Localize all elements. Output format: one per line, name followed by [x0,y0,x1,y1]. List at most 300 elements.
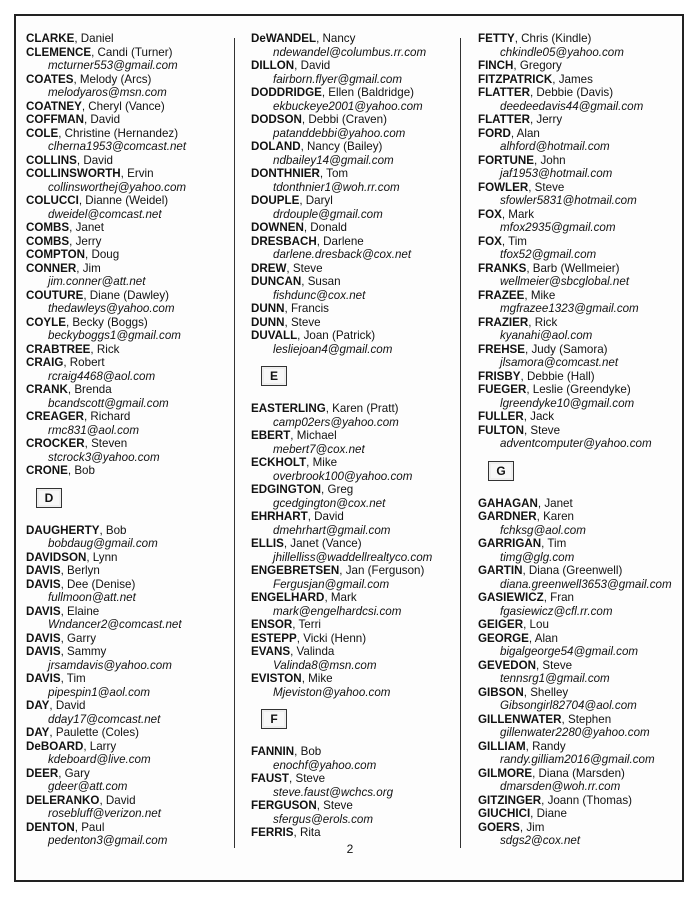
entry-name [251,632,456,646]
entry-name [251,483,456,497]
entry-name [26,726,231,740]
last-name: DAVIS [26,564,61,577]
entry-name [251,745,456,759]
directory-entry [26,221,231,235]
last-name: DOUPLE [251,194,300,207]
directory-entry [478,343,678,370]
directory-entry [251,329,456,356]
first-name: , Alan [510,126,540,140]
email-address: clherna1953@comcast.net [48,140,187,153]
last-name: DeWANDEL [251,32,317,45]
first-name: , Jerry [69,234,102,248]
email-address: mgfrazee1323@gmail.com [500,302,639,315]
directory-entry [251,672,456,699]
first-name: , Diana (Marsden) [532,766,625,780]
entry-name [478,32,678,46]
directory-entry [478,767,678,794]
entry-name [26,564,231,578]
entry-name [251,275,456,289]
first-name: , Shelley [523,685,569,699]
first-name: , Steve [284,315,321,329]
email-address: thedawleys@yahoo.com [48,302,175,315]
directory-entry [478,370,678,384]
entry-name [478,383,678,397]
email-address: rosebluff@verizon.net [48,807,161,820]
last-name: GEORGE [478,631,529,645]
last-name: GITZINGER [478,793,542,807]
first-name: , Elaine [60,604,100,618]
first-name: , David [294,59,331,72]
page-frame [14,14,684,882]
entry-name [251,537,456,551]
first-name: , Debbie (Hall) [520,369,595,383]
entry-name [478,821,678,835]
entry-name [251,564,456,578]
last-name: FINCH [478,59,514,72]
email-address: Wndancer2@comcast.net [48,618,182,631]
directory-entry [26,564,231,578]
first-name: , Debbi (Craven) [301,113,387,126]
directory-entry [26,524,231,551]
email-address: fgasiewicz@cfl.rr.com [500,604,613,618]
entry-name [478,86,678,100]
entry-name [478,424,678,438]
email-address: mfox2935@gmail.com [500,221,616,234]
first-name: , Nancy [316,32,356,45]
first-name: , Leslie (Greendyke) [526,383,631,396]
directory-entry [26,167,231,194]
email-address: drdouple@gmail.com [273,207,383,221]
last-name: DAVIS [26,604,61,618]
first-name: , Bob [67,464,95,477]
directory-entry [478,632,678,659]
entry-name [26,221,231,235]
entry-name [478,740,678,754]
email-address: dday17@comcast.net [48,712,161,726]
last-name: CLARKE [26,32,75,45]
first-name: , David [99,793,136,807]
last-name: DUNCAN [251,275,302,288]
entry-name [26,100,231,114]
first-name: , Joann (Thomas) [541,793,632,807]
entry-name [478,113,678,127]
entry-name [251,167,456,181]
email-address: rmc831@aol.com [48,423,140,437]
directory-entry [26,32,231,46]
directory-entry [251,194,456,221]
entry-name [251,140,456,154]
directory-entry [251,59,456,86]
directory-entry [26,726,231,740]
first-name: , Dee (Denise) [60,577,136,591]
directory-entry [26,551,231,565]
last-name: FULLER [478,410,524,423]
first-name: , Bob [99,523,127,537]
directory-entry [251,113,456,140]
last-name: DAVIDSON [26,550,87,564]
last-name: DREW [251,261,287,275]
entry-name [478,497,678,511]
entry-name [478,686,678,700]
entry-name [251,799,456,813]
last-name: FLATTER [478,86,530,99]
entry-name [251,302,456,316]
entry-name [26,464,231,478]
first-name: , Diane [530,807,567,820]
first-name: , Steve [289,772,326,785]
directory-entry [251,745,456,772]
first-name: , Tim [501,234,527,248]
directory-entry [26,262,231,289]
email-address: steve.faust@wchcs.org [273,785,394,799]
entry-name [251,86,456,100]
directory-entry [26,605,231,632]
last-name: FAUST [251,772,290,785]
entry-name [478,262,678,276]
directory-entry [251,772,456,799]
entry-name [478,618,678,632]
entry-name [26,794,231,808]
directory-entry [26,154,231,168]
directory-entry [478,59,678,73]
directory-entry [478,154,678,181]
entry-name [26,740,231,754]
email-address: bcandscott@gmail.com [48,396,169,410]
directory-entry [478,497,678,511]
email-address: diana.greenwell3653@gmail.com [500,577,672,591]
last-name: COMBS [26,221,70,234]
directory-entry [251,826,456,840]
entry-name [478,659,678,673]
email-address: wellmeier@sbcglobal.net [500,275,630,288]
entry-name [251,456,456,470]
directory-entry [251,799,456,826]
entry-name [478,632,678,646]
directory-entry [478,713,678,740]
first-name: , Richard [83,410,131,423]
last-name: FRISBY [478,369,521,383]
directory-entry [478,807,678,821]
first-name: , Bob [294,745,322,758]
email-address: jlsamora@comcast.net [500,356,619,369]
email-address: bobdaug@gmail.com [48,537,158,550]
first-name: , Valinda [290,645,335,658]
first-name: , Diane (Dawley) [83,288,170,302]
first-name: , Susan [301,275,341,288]
directory-entry [478,73,678,87]
email-address: rcraig4468@aol.com [48,369,156,383]
first-name: , Lou [523,618,549,631]
section-letter-box [251,356,456,402]
email-address: ndbailey14@gmail.com [273,153,394,167]
last-name: GASIEWICZ [478,591,544,604]
entry-name [26,356,231,370]
last-name: CONNER [26,261,77,275]
first-name: , Doug [85,248,120,261]
directory-entry [478,424,678,451]
email-address: enochf@yahoo.com [273,758,377,772]
entry-name [26,524,231,538]
entry-name [251,32,456,46]
email-address: lgreendyke10@gmail.com [500,396,635,410]
first-name: , Brenda [67,383,112,396]
first-name: , Dianne (Weidel) [78,194,169,207]
section-letter: E [261,366,287,386]
email-address: jhillelliss@waddellrealtyco.com [273,550,433,564]
directory-entry [251,632,456,646]
first-name: , Randy [525,739,566,753]
first-name: , Rita [293,826,321,839]
last-name: CROCKER [26,437,85,450]
first-name: , Gary [58,766,90,780]
first-name: , Steve [528,180,565,194]
directory-column-3 [478,32,678,848]
directory-entry [251,235,456,262]
entry-name [26,262,231,276]
last-name: EBERT [251,429,291,442]
last-name: COATES [26,72,74,86]
entry-name [478,181,678,195]
directory-entry [251,429,456,456]
last-name: FOX [478,207,502,221]
email-address: gcedgington@cox.net [273,496,386,510]
directory-entry [251,510,456,537]
entry-name [478,794,678,808]
directory-entry [251,564,456,591]
directory-entry [478,591,678,618]
directory-entry [251,618,456,632]
last-name: FUEGER [478,383,527,396]
email-address: Valinda8@msn.com [273,658,377,672]
first-name: , Larry [83,739,117,753]
directory-entry [251,645,456,672]
last-name: DOWNEN [251,221,304,234]
email-address: sfergus@erols.com [273,812,374,826]
last-name: EDGINGTON [251,483,321,496]
directory-entry [251,221,456,235]
email-address: gdeer@att.com [48,780,128,793]
directory-entry [478,410,678,424]
last-name: FORTUNE [478,153,535,167]
last-name: FLATTER [478,113,530,126]
first-name: , Paulette (Coles) [49,726,139,739]
directory-entry [251,483,456,510]
last-name: COATNEY [26,99,82,113]
first-name: , David [49,699,86,712]
entry-name [478,410,678,424]
email-address: collinsworthej@yahoo.com [48,180,187,194]
email-address: gillenwater2280@yahoo.com [500,726,650,739]
directory-entry [478,235,678,262]
email-address: patanddebbi@yahoo.com [273,126,406,140]
email-address: mebert7@cox.net [273,442,365,456]
last-name: COLLINSWORTH [26,167,121,180]
first-name: , Paul [74,820,105,834]
entry-name [251,59,456,73]
first-name: , Mark [501,207,535,221]
last-name: DeBOARD [26,739,84,753]
entry-name [478,370,678,384]
directory-entry [251,402,456,429]
email-address: alhford@hotmail.com [500,140,610,153]
email-address: fullmoon@att.net [48,591,136,604]
directory-entry [26,794,231,821]
directory-entry [478,618,678,632]
first-name: , Karen (Pratt) [325,402,399,415]
directory-entry [478,86,678,113]
entry-name [478,343,678,357]
first-name: , Greg [321,483,354,496]
first-name: , David [76,153,113,167]
email-address: timg@glg.com [500,550,575,564]
first-name: , Rick [90,342,120,356]
last-name: GARRIGAN [478,537,542,550]
directory-column-1 [26,32,231,848]
first-name: , Janet (Vance) [283,537,362,550]
directory-entry [478,208,678,235]
first-name: , Janet [537,496,573,510]
last-name: FULTON [478,423,524,437]
directory-entry [478,659,678,686]
email-address: tfox52@gmail.com [500,248,597,261]
directory-entry [26,113,231,127]
directory-entry [26,578,231,605]
last-name: CLEMENCE [26,45,92,59]
first-name: , Daniel [74,32,114,45]
entry-name [478,59,678,73]
directory-entry [26,356,231,383]
directory-entry [478,262,678,289]
last-name: DUNN [251,315,285,329]
entry-name [478,564,678,578]
first-name: , Christine (Hernandez) [58,126,179,140]
directory-entry [26,100,231,114]
last-name: GOERS [478,820,520,834]
first-name: , Lynn [86,550,118,564]
entry-name [26,672,231,686]
directory-entry [26,248,231,262]
first-name: , Joan (Patrick) [297,329,376,342]
entry-name [26,767,231,781]
email-address: Fergusjan@gmail.com [273,577,390,591]
email-address: darlene.dresback@cox.net [273,248,412,261]
last-name: COUTURE [26,288,84,302]
entry-name [26,167,231,181]
last-name: GILMORE [478,766,533,780]
directory-entry [26,46,231,73]
first-name: , Tim [541,537,567,550]
first-name: , Daryl [299,194,333,207]
last-name: FREHSE [478,342,526,356]
last-name: GIBSON [478,685,524,699]
entry-name [478,767,678,781]
entry-name [251,429,456,443]
entry-name [26,127,231,141]
last-name: COMBS [26,234,70,248]
email-address: dmehrhart@gmail.com [273,523,391,537]
first-name: , Robert [63,356,105,369]
entry-name [26,343,231,357]
directory-entry [478,537,678,564]
last-name: FRAZEE [478,288,525,302]
entry-name [251,329,456,343]
entry-name [478,510,678,524]
first-name: , Darlene [316,234,364,248]
first-name: , Mike [524,288,556,302]
entry-name [251,772,456,786]
entry-name [26,410,231,424]
last-name: EVISTON [251,672,302,685]
last-name: DAY [26,726,50,739]
directory-entry [478,32,678,59]
entry-name [26,113,231,127]
last-name: DILLON [251,59,295,72]
entry-name [26,289,231,303]
email-address: sfowler5831@hotmail.com [500,194,637,207]
last-name: GILLIAM [478,739,526,753]
entry-name [478,807,678,821]
directory-entry [251,456,456,483]
first-name: , David [307,510,344,523]
entry-name [26,32,231,46]
entry-name [478,208,678,222]
first-name: , Candi (Turner) [91,45,173,59]
entry-name [478,154,678,168]
last-name: GIUCHICI [478,807,531,820]
directory-entry [26,235,231,249]
first-name: , Jan (Ferguson) [339,564,425,577]
first-name: , Steve [523,423,561,437]
directory-entry [26,194,231,221]
email-address: ekbuckeye2001@yahoo.com [273,99,423,113]
email-address: lesliejoan4@gmail.com [273,342,393,356]
last-name: FOX [478,234,502,248]
last-name: DRESBACH [251,234,317,248]
entry-name [26,632,231,646]
directory-entry [26,645,231,672]
section-letter: G [488,461,514,481]
last-name: FETTY [478,32,515,45]
email-address: kdeboard@live.com [48,753,151,766]
last-name: COYLE [26,315,66,329]
directory-entry [26,127,231,154]
first-name: , Alan [528,631,558,645]
entry-name [26,645,231,659]
email-address: mark@engelhardcsi.com [273,604,402,618]
last-name: DODSON [251,113,302,126]
section-letter: F [261,709,287,729]
first-name: , Mike [301,672,333,685]
email-address: mcturner553@gmail.com [48,59,178,72]
first-name: , Rick [528,315,558,329]
first-name: , Terri [292,618,322,631]
email-address: tdonthnier1@woh.rr.com [273,180,400,194]
last-name: EHRHART [251,510,308,523]
last-name: ENGEBRETSEN [251,564,340,577]
entry-name [26,383,231,397]
entry-name [478,713,678,727]
last-name: GEIGER [478,618,524,631]
directory-entry [251,316,456,330]
directory-entry [251,275,456,302]
last-name: FITZPATRICK [478,72,553,86]
entry-name [478,591,678,605]
entry-name [478,289,678,303]
first-name: , Ervin [120,167,154,180]
last-name: GEVEDON [478,658,536,672]
entry-name [251,826,456,840]
first-name: , Gregory [513,59,562,72]
